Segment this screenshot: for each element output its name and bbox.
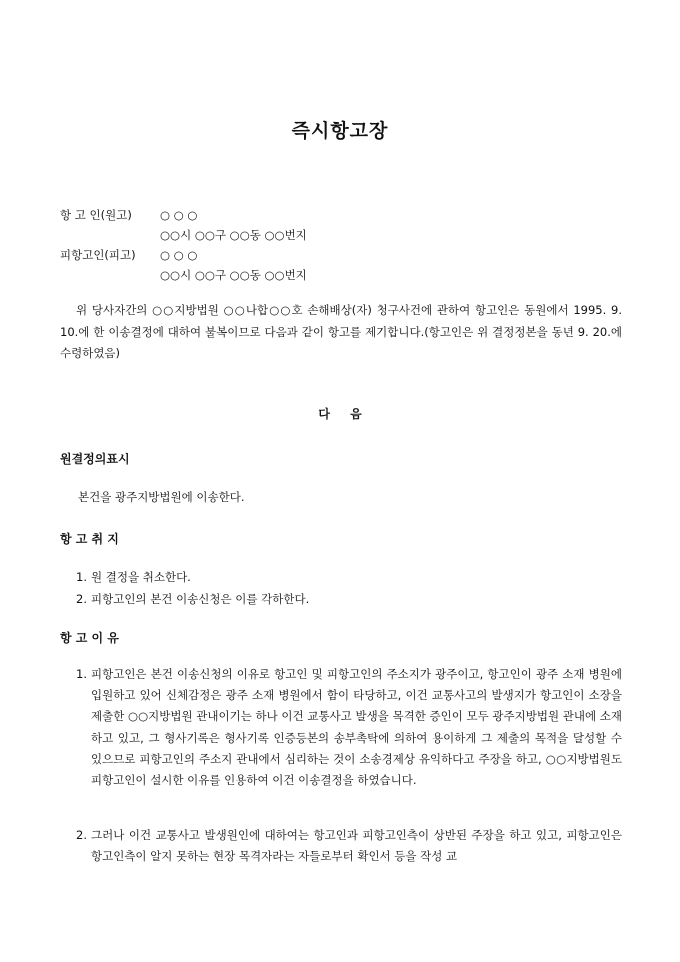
list-item — [76, 588, 622, 610]
item-text: 피항고인의 본건 이송신청은 이를 각하한다. — [91, 592, 310, 606]
appellant-name: ○ ○ ○ — [160, 208, 198, 222]
appellee-row — [60, 245, 197, 265]
list-item — [76, 664, 622, 791]
reasons-item-1 — [76, 664, 622, 791]
intro-paragraph: 위 당사자간의 ○○지방법원 ○○나합○○호 손해배상(자) 청구사건에 관하여 항고인은 동원에서 1995. 9. 10.에 한 이송결정에 대하여 불복이므로 다음과 같이 항고를 제기합니다.(항고인은 위 결정정본을 동년 9. 20.에 수령하였음) — [60, 303, 622, 360]
appellant-row — [60, 205, 197, 225]
item-number: 1. — [76, 667, 87, 681]
item-number: 1. — [76, 570, 87, 584]
item-text: 그러나 이건 교통사고 발생원인에 대하여는 항고인과 피항고인측이 상반된 주장을 하고 있고, 피항고인은 항고인측이 알지 못하는 현장 목격자라는 자들로부터 확인서 등을 작성 교 — [91, 828, 622, 864]
item-number: 2. — [76, 828, 87, 842]
item-number: 2. — [76, 592, 87, 606]
purpose-heading: 항 고 취 지 — [60, 532, 119, 546]
appellee-address: ○○시 ○○구 ○○동 ○○번지 — [160, 268, 307, 282]
appellant-role: 항 고 인(원고) — [60, 208, 132, 222]
appellee-name: ○ ○ ○ — [160, 248, 198, 262]
reasons-item-2 — [76, 825, 622, 867]
document-title: 즉시항고장 — [291, 120, 389, 142]
center-heading: 다 음 — [318, 407, 362, 421]
list-item — [76, 825, 622, 867]
original-decision-heading: 원결정의표시 — [60, 452, 130, 466]
original-decision-text: 본건을 광주지방법원에 이송한다. — [78, 490, 245, 504]
reasons-heading: 항 고 이 유 — [60, 631, 119, 645]
item-text: 원 결정을 취소한다. — [91, 570, 191, 584]
list-item — [76, 566, 622, 588]
purpose-list — [76, 566, 622, 610]
appellee-role: 피항고인(피고) — [60, 248, 136, 262]
appellant-address: ○○시 ○○구 ○○동 ○○번지 — [160, 228, 307, 242]
item-text: 피항고인은 본건 이송신청의 이유로 항고인 및 피항고인의 주소지가 광주이고, 항고인이 광주 소재 병원에 입원하고 있어 신체감정은 광주 소재 병원에서 함이 타당하고, 이건 교통사고의 발생지가 항고인이 소장을 제출한 ○○지방법원 관내이기는 하나 이건 교통사고 발생을 목격한 증인이 모두 광주지방법원 관내에 소재하고 있고, 그 형사기록은 형사기록 인증등본의 송부촉탁에 의하여 용이하게 그 제출의 목적을 달성할 수 있으므로 피항고인의 주소지 관내에서 심리하는 것이 소송경제상 유익하다고 주장을 하고, ○○지방법원도 피항고인이 설시한 이유를 인용하여 이건 이송결정을 하였습니다. — [91, 667, 622, 788]
